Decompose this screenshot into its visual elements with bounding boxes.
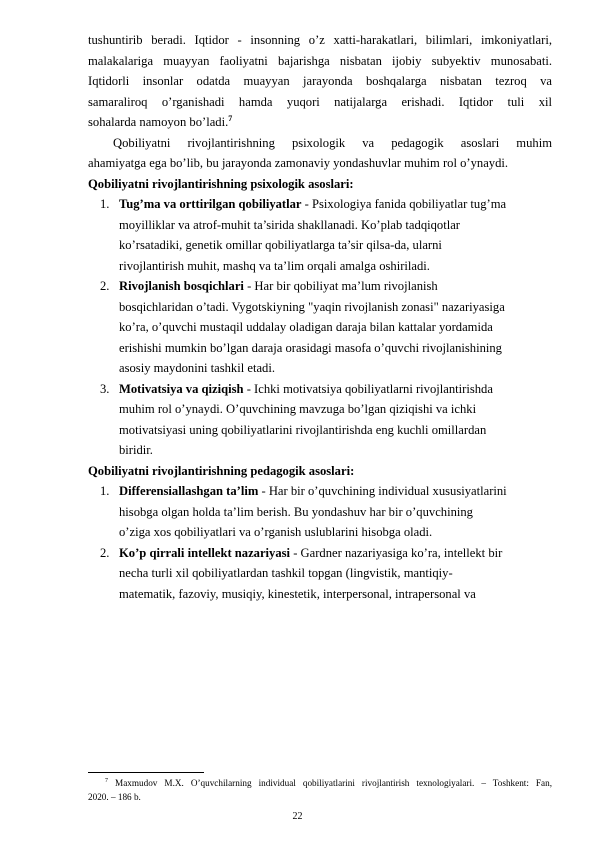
text-line: Qobiliyatni rivojlantirishning psixologik va pedagogik asoslari muhim (113, 135, 552, 150)
footnote-line (88, 776, 552, 790)
list-item (88, 543, 552, 605)
text-line: ko’rsatadiki, genetik omillar qobiliyatlarga ta’sir qilsa-da, ularni (119, 238, 442, 252)
list-item-number: 2. (100, 279, 110, 293)
list-item-number: 2. (100, 545, 110, 560)
footnote (88, 776, 552, 804)
footnote-text: Maxmudov M.X. O’quvchilarning individual qobiliyatlarini rivojlantirish texnologiyalari. – Toshkent: Fan, (115, 778, 552, 788)
text-line: malakalariga muayyan faoliyatni bajarishga nisbatan ijobiy subyektiv munosabati. (88, 53, 552, 68)
list-item-number: 1. (100, 197, 110, 211)
page-number: 22 (292, 811, 303, 822)
text-line: sohalarda namoyon bo’ladi. (88, 115, 229, 129)
list-item-number: 3. (100, 381, 110, 396)
text-line: o’ziga xos qobiliyatlari va o’rganish uslublarini hisobga oladi. (119, 525, 433, 539)
list-psychological (88, 194, 552, 461)
text-line: matematik, fazoviy, musiqiy, kinestetik, interpersonal, intrapersonal va (119, 586, 476, 601)
text-line: rivojlantirish muhit, mashq va ta’lim orqali amalga oshiriladi. (119, 258, 430, 273)
list-item-text: - Psixologiya fanida qobiliyatlar tug’ma (301, 197, 507, 211)
list-pedagogical (88, 481, 552, 604)
list-item-text: - Gardner nazariyasiga ko’ra, intellekt bir (290, 545, 503, 560)
list-item-text: - Har bir o’quvchining individual xususiyatlarini (258, 484, 507, 498)
text-line: ahamiyatga ega bo’lib, bu jarayonda zamonaviy yondashuvlar muhim rol o’ynaydi. (88, 156, 509, 170)
list-item (88, 379, 552, 461)
footnote-separator (88, 772, 204, 773)
section-heading-psychological: Qobiliyatni rivojlantirishning psixologik asoslari: (88, 176, 354, 191)
list-item-number: 1. (100, 484, 110, 498)
paragraph-2 (88, 133, 552, 174)
section-heading-pedagogical: Qobiliyatni rivojlantirishning pedagogik asoslari: (88, 463, 355, 478)
list-item-text: - Har bir qobiliyat ma’lum rivojlanish (243, 279, 438, 293)
text-line: motivatsiyasi uning qobiliyatlarini rivojlantirishda eng kuchli omillardan (119, 422, 487, 437)
list-item-term: Tug’ma va orttirilgan qobiliyatlar (119, 197, 302, 211)
text-line: samaraliroq o’rganishadi hamda yuqori natijalarga erishadi. Iqtidor tuli xil (88, 94, 552, 109)
list-item-text: - Ichki motivatsiya qobiliyatlarni rivojlantirishda (243, 381, 493, 396)
text-line: necha turli xil qobiliyatlardan tashkil topgan (lingvistik, mantiqiy- (119, 566, 453, 580)
text-line: asosiy maydonini tashkil etadi. (119, 361, 276, 375)
text-line: tushuntirib beradi. Iqtidor - insonning o’z xatti-harakatlari, bilimlari, imkoniyatlari, (88, 33, 552, 47)
list-item (88, 276, 552, 379)
footnote-line: 2020. – 186 b. (88, 792, 141, 802)
text-line: biridir. (119, 443, 153, 457)
text-line-last (88, 112, 552, 133)
list-item-term: Ko’p qirrali intellekt nazariyasi (119, 545, 291, 560)
text-line: muhim rol o’ynaydi. O’quvchining mavzuga bo’lgan qiziqishi va ichki (119, 402, 477, 416)
text-line: erishishi mumkin bo’lgan daraja orasidagi masofa o’quvchi rivojlanishining (119, 340, 502, 355)
list-item (88, 481, 552, 543)
list-item-term: Differensiallashgan ta’lim (119, 484, 259, 498)
list-item (88, 194, 552, 276)
text-line: ko’ra, o’quvchi mustaqil uddalay oladigan daraja bilan kattalar yordamida (119, 320, 493, 334)
text-line: bosqichlaridan o’tadi. Vygotskiyning "yaqin rivojlanish zonasi" nazariyasiga (119, 299, 505, 314)
text-line: hisobga olgan holda ta’lim berish. Bu yondashuv har bir o’quvchining (119, 504, 473, 519)
text-line: Iqtidorli insonlar odatda muayyan jarayonda boshqalarga nisbatan tezroq va (88, 74, 552, 88)
paragraph-1 (88, 30, 552, 133)
list-item-term: Motivatsiya va qiziqish (119, 381, 244, 396)
page-body (88, 30, 552, 604)
text-line: moyilliklar va atrof-muhit ta’sirida shakllanadi. Ko’plab tadqiqotlar (119, 217, 460, 232)
footnote-number: 7 (105, 777, 108, 784)
footnote-reference[interactable]: 7 (228, 113, 233, 123)
list-item-term: Rivojlanish bosqichlari (119, 279, 244, 293)
